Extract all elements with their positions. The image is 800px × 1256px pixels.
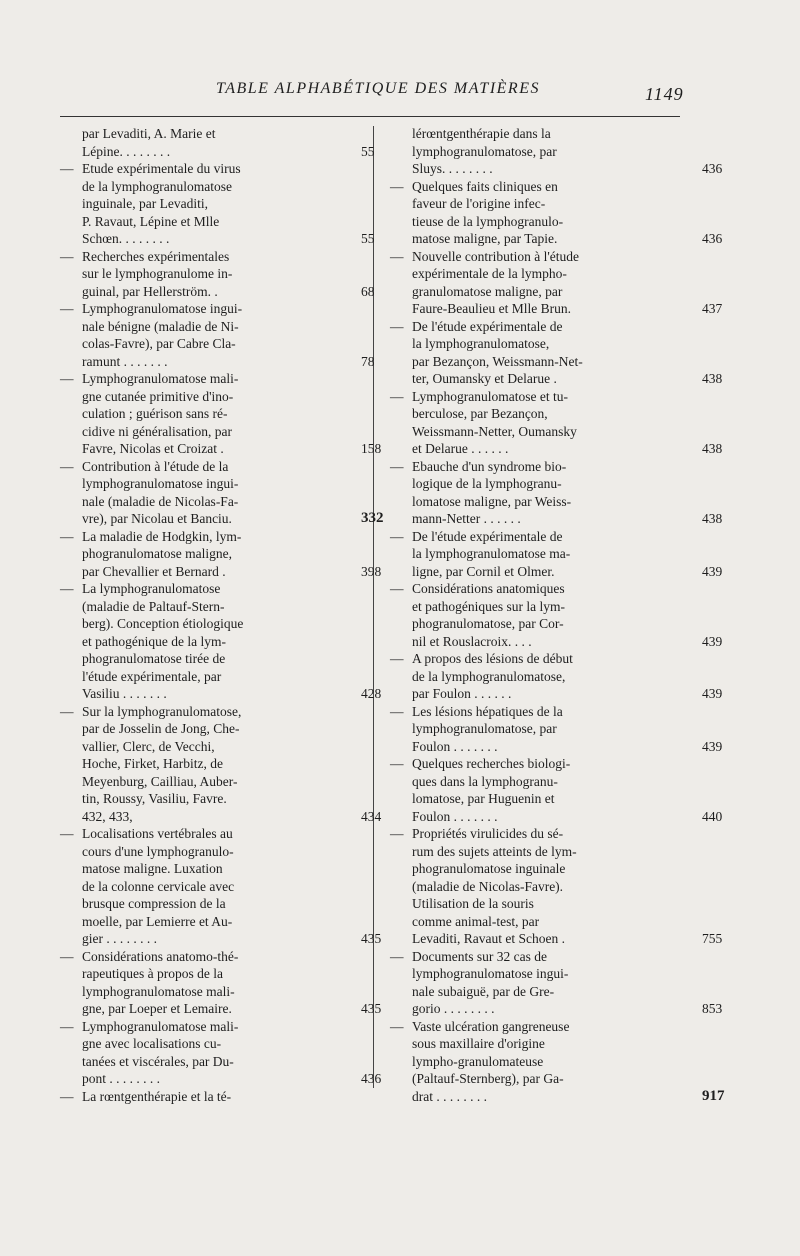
entry-dash: — [60, 161, 74, 176]
entry-line: la lymphogranulomatose ma- [412, 546, 571, 561]
page-reference: 438 [702, 511, 723, 526]
entry-line: Quelques recherches biologi- [412, 756, 571, 771]
entry-line: Hoche, Firket, Harbitz, de [82, 756, 223, 771]
page-reference: 68 [361, 283, 375, 299]
entry-line: lymphogranulomatose ingui- [412, 966, 569, 981]
entry-line: Lymphogranulomatose et tu- [412, 388, 568, 404]
page-reference: 55 [361, 143, 375, 159]
entry-line: ter, Oumansky et Delarue . [412, 371, 557, 386]
entry-line: gne, par Loeper et Lemaire. [82, 1001, 232, 1016]
page-reference: 439 [702, 686, 723, 701]
entry-line: nale bénigne (maladie de Ni- [82, 318, 239, 334]
left-column [60, 125, 384, 1105]
entry-line: gier . . . . . . . . [82, 931, 157, 946]
entry-line: ligne, par Cornil et Olmer. [412, 563, 555, 579]
entry-line: expérimentale de la lympho- [412, 266, 567, 281]
entry-line: colas-Favre), par Cabre Cla- [82, 336, 236, 351]
entry-line: lomatose maligne, par Weiss- [412, 493, 572, 509]
right-column [390, 125, 725, 1105]
entry-line: tin, Roussy, Vasiliu, Favre. [82, 791, 227, 806]
entry-line: Faure-Beaulieu et Mlle Brun. [412, 301, 571, 316]
page-reference: 55 [361, 231, 375, 246]
entry-line: berg). Conception étiologique [82, 616, 244, 631]
entry-dash: — [60, 581, 74, 596]
entry-line: Localisations vertébrales au [82, 826, 233, 841]
entry-line: de la colonne cervicale avec [82, 878, 235, 894]
entry-dash: — [60, 1018, 74, 1034]
entry-line: (Paltauf-Sternberg), par Ga- [412, 1071, 564, 1086]
entry-line: De l'étude expérimentale de [412, 318, 563, 334]
page-reference: 398 [361, 563, 382, 579]
entry-line: ques dans la lymphogranu- [412, 773, 558, 789]
index-entry [390, 703, 723, 756]
entry-line: cidive ni généralisation, par [82, 423, 232, 439]
entry-dash: — [390, 318, 404, 334]
entry-line: phogranulomatose maligne, [82, 546, 232, 561]
entry-line: A propos des lésions de début [412, 651, 573, 666]
entry-line: 432, 433, [82, 808, 133, 824]
entry-dash: — [390, 1018, 404, 1034]
entry-dash: — [60, 371, 74, 386]
entry-line: Lymphogranulomatose mali- [82, 1018, 239, 1034]
entry-line: La lymphogranulomatose [82, 581, 221, 596]
page-reference: 435 [361, 931, 382, 946]
entry-line: Sur la lymphogranulomatose, [82, 703, 242, 719]
page-reference: 917 [702, 1087, 725, 1104]
entry-line: Ebauche d'un syndrome bio- [412, 458, 567, 474]
entry-line: Documents sur 32 cas de [412, 948, 547, 964]
entry-line: l'étude expérimentale, par [82, 668, 222, 684]
entry-line: et pathogénique de la lym- [82, 633, 226, 649]
page-reference: 440 [702, 808, 723, 824]
entry-line: lymphogranulomatose, par [412, 721, 557, 736]
entry-dash: — [390, 458, 404, 474]
entry-line: Vasiliu . . . . . . . [82, 686, 167, 701]
entry-dash: — [60, 1088, 74, 1104]
index-entry [390, 125, 723, 178]
page-reference: 436 [361, 1071, 382, 1086]
index-entry [390, 948, 723, 1018]
entry-line: Etude expérimentale du virus [82, 161, 241, 176]
entry-dash: — [390, 651, 404, 666]
entry-line: gne cutanée primitive d'ino- [82, 388, 234, 404]
entry-line: inguinale, par Levaditi, [82, 196, 208, 211]
index-entry [60, 703, 382, 826]
entry-dash: — [60, 528, 74, 544]
index-entry [60, 160, 375, 248]
entry-line: par Levaditi, A. Marie et [82, 126, 216, 141]
header-divider [60, 116, 680, 117]
entry-line: Foulon . . . . . . . [412, 738, 498, 754]
page-reference: 439 [702, 633, 723, 649]
entry-line: faveur de l'origine infec- [412, 196, 546, 211]
entry-line: lérœntgenthérapie dans la [412, 126, 551, 141]
index-entry [60, 370, 382, 458]
entry-line: vre), par Nicolau et Banciu. [82, 511, 232, 526]
index-entry [60, 1088, 355, 1106]
entry-line: Considérations anatomo-thé- [82, 948, 239, 964]
page-reference: 436 [702, 161, 723, 176]
entry-line: culation ; guérison sans ré- [82, 406, 228, 421]
entry-line: et pathogéniques sur la lym- [412, 598, 565, 614]
index-entry [390, 458, 723, 528]
entry-line: Utilisation de la souris [412, 896, 534, 911]
entry-line: Lymphogranulomatose ingui- [82, 301, 243, 316]
entry-line: Lépine. . . . . . . . [82, 143, 171, 159]
page-reference: 436 [702, 231, 723, 246]
entry-line: rum des sujets atteints de lym- [412, 843, 577, 859]
entry-line: tieuse de la lymphogranulo- [412, 213, 564, 229]
entry-line: sur le lymphogranulome in- [82, 266, 233, 281]
entry-line: mann-Netter . . . . . . [412, 511, 521, 526]
index-entry [390, 178, 723, 248]
entry-dash: — [60, 248, 74, 264]
index-entry [390, 580, 723, 650]
page-reference: 755 [702, 931, 723, 946]
index-entry [390, 755, 723, 825]
index-entry [390, 650, 723, 703]
entry-line: tanées et viscérales, par Du- [82, 1053, 234, 1069]
entry-line: cours d'une lymphogranulo- [82, 843, 234, 859]
entry-line: La rœntgenthérapie et la té- [82, 1088, 232, 1104]
entry-line: Recherches expérimentales [82, 248, 230, 264]
page-reference: 428 [361, 686, 382, 701]
entry-line: pont . . . . . . . . [82, 1071, 161, 1086]
page-reference: 332 [361, 510, 384, 526]
entry-line: vallier, Clerc, de Vecchi, [82, 738, 215, 754]
index-entry [60, 300, 375, 370]
entry-line: matose maligne. Luxation [82, 861, 223, 876]
index-entry [390, 388, 723, 458]
index-entry [60, 825, 382, 948]
entry-dash: — [390, 178, 404, 194]
entry-dash: — [390, 826, 404, 841]
entry-line: gne avec localisations cu- [82, 1036, 222, 1051]
entry-line: phogranulomatose tirée de [82, 651, 226, 666]
entry-dash: — [60, 826, 74, 841]
index-entry [60, 125, 375, 160]
entry-line: La maladie de Hodgkin, lym- [82, 528, 242, 544]
page-reference: 437 [702, 301, 723, 316]
entry-line: granulomatose maligne, par [412, 283, 563, 299]
entry-dash: — [60, 458, 74, 474]
page-reference: 158 [361, 441, 382, 456]
entry-line: phogranulomatose, par Cor- [412, 616, 564, 631]
entry-line: Foulon . . . . . . . [412, 808, 498, 824]
entry-line: guinal, par Hellerström. . [82, 283, 218, 299]
entry-line: comme animal-test, par [412, 913, 540, 929]
index-entry [60, 1018, 382, 1088]
page-reference: 439 [702, 563, 723, 579]
page-number: 1149 [645, 84, 684, 104]
entry-line: Favre, Nicolas et Croizat . [82, 441, 224, 456]
entry-line: (maladie de Nicolas-Favre). [412, 878, 564, 894]
entry-line: brusque compression de la [82, 896, 226, 911]
index-entry [390, 318, 723, 388]
index-entry [60, 580, 382, 703]
page-reference: 438 [702, 441, 723, 456]
index-entry [60, 948, 382, 1018]
entry-line: lymphogranulomatose mali- [82, 983, 235, 999]
entry-line: P. Ravaut, Lépine et Mlle [82, 213, 220, 229]
entry-line: Levaditi, Ravaut et Schoen . [412, 931, 565, 946]
index-entry [390, 1018, 725, 1106]
page-title: TABLE ALPHABÉTIQUE DES MATIÈRES [216, 80, 540, 97]
entry-dash: — [390, 703, 404, 719]
entry-line: lymphogranulomatose ingui- [82, 476, 239, 491]
entry-line: Nouvelle contribution à l'étude [412, 248, 580, 264]
entry-line: nale subaiguë, par de Gre- [412, 983, 555, 999]
entry-dash: — [390, 528, 404, 544]
index-entry [390, 248, 723, 318]
entry-line: gorio . . . . . . . . [412, 1001, 495, 1016]
entry-line: Lymphogranulomatose mali- [82, 371, 239, 386]
entry-line: Les lésions hépatiques de la [412, 703, 563, 719]
entry-line: par Bezançon, Weissmann-Net- [412, 353, 583, 369]
entry-line: Propriétés virulicides du sé- [412, 826, 564, 841]
entry-line: moelle, par Lemierre et Au- [82, 913, 233, 929]
page-reference: 438 [702, 371, 723, 386]
entry-line: de la lymphogranulomatose [82, 178, 232, 194]
entry-line: logique de la lymphogranu- [412, 476, 562, 491]
entry-line: De l'étude expérimentale de [412, 528, 563, 544]
index-entry [60, 528, 382, 581]
index-entry [390, 528, 723, 581]
entry-line: drat . . . . . . . . [412, 1088, 487, 1104]
entry-line: Vaste ulcération gangreneuse [412, 1018, 570, 1034]
entry-line: Sluys. . . . . . . . [412, 161, 493, 176]
entry-line: (maladie de Paltauf-Stern- [82, 598, 225, 614]
entry-line: rapeutiques à propos de la [82, 966, 223, 981]
index-entry [60, 248, 375, 301]
entry-line: par Chevallier et Bernard . [82, 563, 226, 579]
entry-line: lomatose, par Huguenin et [412, 791, 555, 806]
entry-line: lympho-granulomateuse [412, 1053, 544, 1069]
entry-line: Meyenburg, Cailliau, Auber- [82, 773, 238, 789]
index-entry [60, 458, 384, 528]
entry-dash: — [390, 248, 404, 264]
entry-dash: — [390, 948, 404, 964]
entry-dash: — [390, 756, 404, 771]
entry-line: Considérations anatomiques [412, 581, 565, 596]
page-reference: 853 [702, 1001, 723, 1016]
entry-line: lymphogranulomatose, par [412, 143, 557, 159]
entry-dash: — [390, 388, 404, 404]
entry-line: nale (maladie de Nicolas-Fa- [82, 493, 239, 509]
page-reference: 435 [361, 1001, 382, 1016]
entry-line: berculose, par Bezançon, [412, 406, 548, 421]
entry-line: sous maxillaire d'origine [412, 1036, 545, 1051]
entry-dash: — [60, 948, 74, 964]
entry-dash: — [60, 703, 74, 719]
entry-line: par de Josselin de Jong, Che- [82, 721, 240, 736]
entry-line: de la lymphogranulomatose, [412, 668, 566, 684]
page-reference: 78 [361, 353, 375, 369]
entry-line: phogranulomatose inguinale [412, 861, 566, 876]
entry-line: Contribution à l'étude de la [82, 458, 229, 474]
entry-line: Schœn. . . . . . . . [82, 231, 170, 246]
entry-line: ramunt . . . . . . . [82, 353, 168, 369]
entry-line: matose maligne, par Tapie. [412, 231, 558, 246]
page-reference: 434 [361, 808, 382, 824]
entry-line: la lymphogranulomatose, [412, 336, 550, 351]
entry-dash: — [60, 301, 74, 316]
entry-line: nil et Rouslacroix. . . . [412, 633, 532, 649]
index-entry [390, 825, 723, 948]
entry-line: par Foulon . . . . . . [412, 686, 512, 701]
page-reference: 439 [702, 738, 723, 754]
entry-line: Quelques faits cliniques en [412, 178, 558, 194]
entry-dash: — [390, 581, 404, 596]
entry-line: et Delarue . . . . . . [412, 441, 509, 456]
entry-line: Weissmann-Netter, Oumansky [412, 423, 577, 439]
